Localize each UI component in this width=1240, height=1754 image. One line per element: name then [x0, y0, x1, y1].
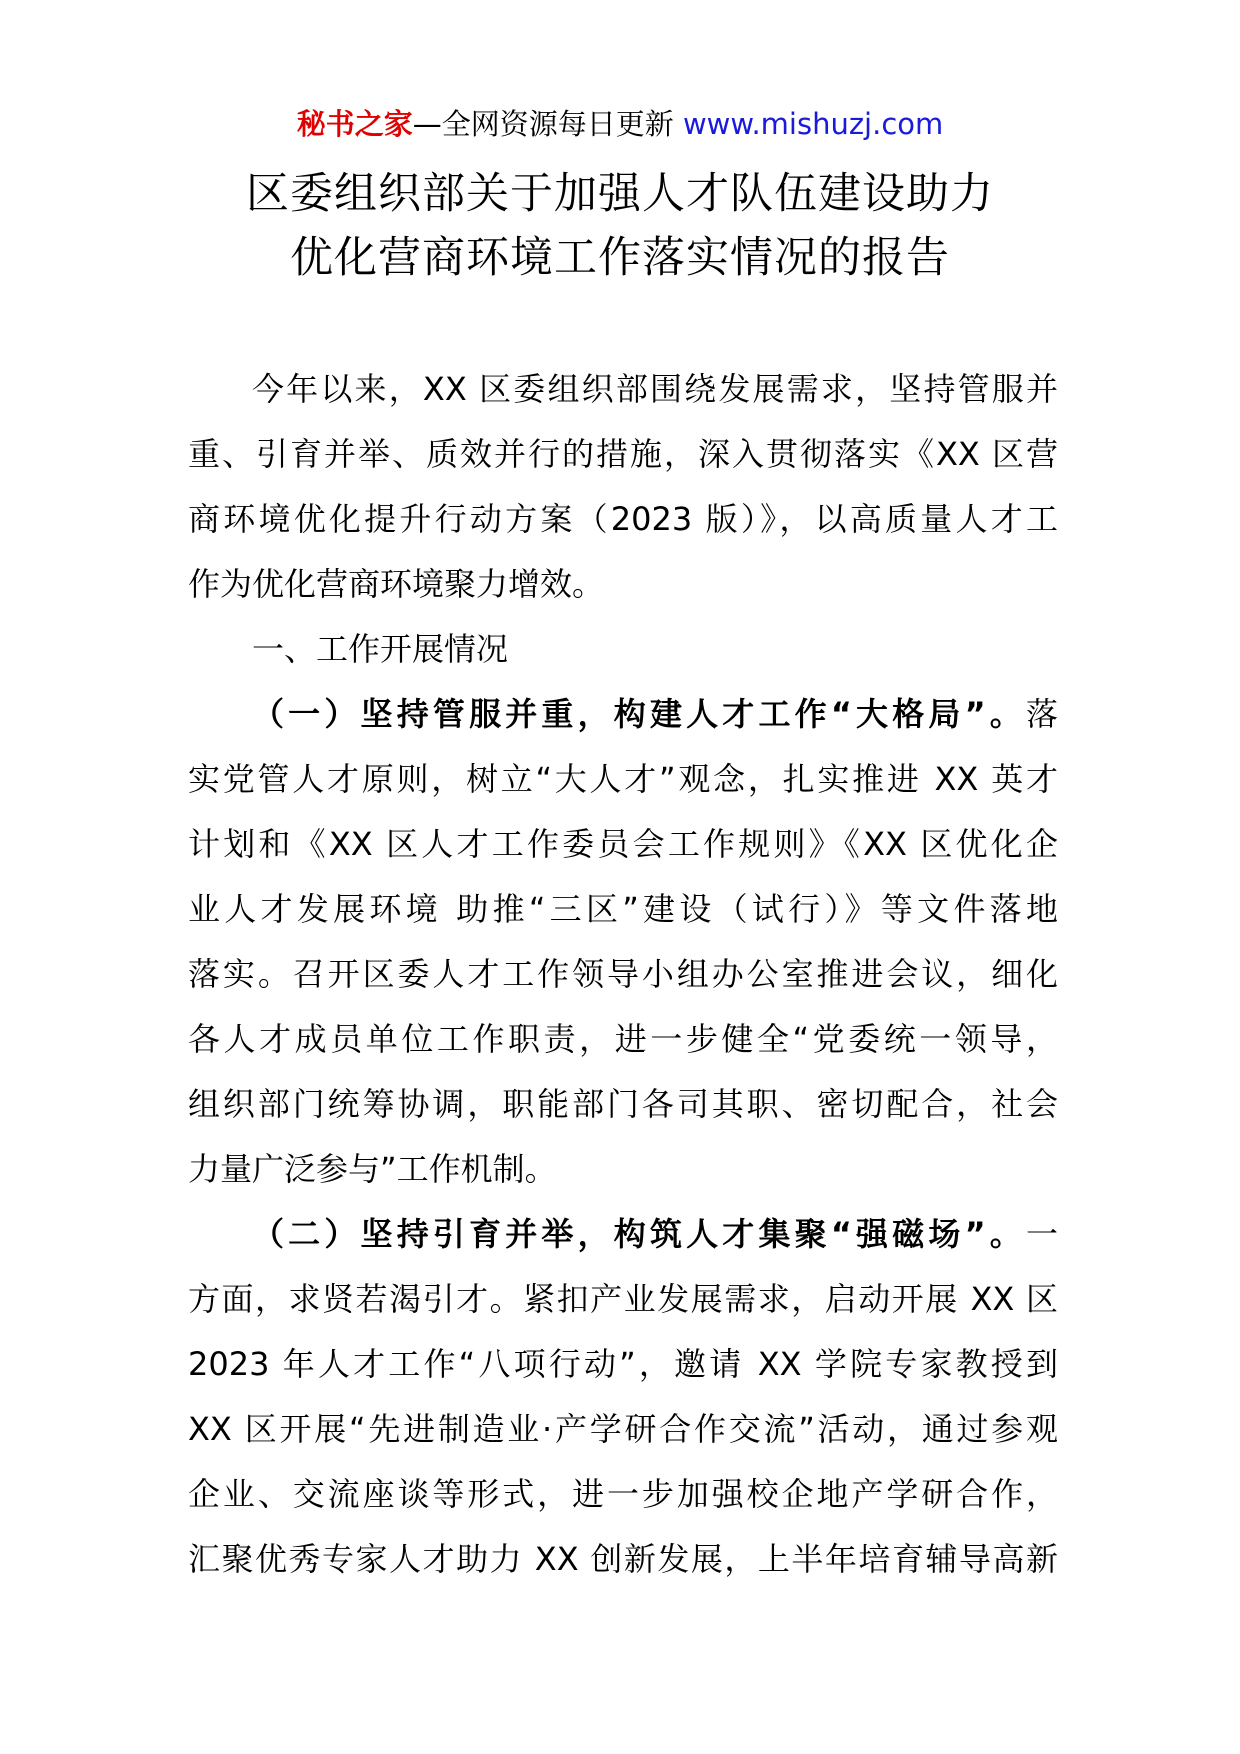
- paragraph-line: 作为优化营商环境聚力增效。: [188, 565, 605, 603]
- paragraph-line: 2023 年人才工作“八项行动”，邀请 XX 学院专家教授到: [188, 1345, 1058, 1383]
- document-title-line-1: 区委组织部关于加强人才队伍建设助力: [246, 169, 994, 219]
- section-heading: 一、工作开展情况: [252, 630, 509, 668]
- paragraph-line: 商环境优化提升行动方案（2023 版）》，以高质量人才工: [188, 500, 1058, 538]
- site-slogan: —全网资源每日更新: [412, 107, 674, 141]
- site-url-link[interactable]: www.mishuzj.com: [682, 107, 944, 141]
- paragraph-line: 落实。召开区委人才工作领导小组办公室推进会议，细化: [188, 955, 1058, 993]
- subsection-line: [188, 682, 1058, 747]
- subsection-heading: （一）坚持管服并重，构建人才工作“大格局”。: [252, 695, 1026, 733]
- document-body: [188, 357, 1058, 1592]
- paragraph-line: 方面，求贤若渴引才。紧扣产业发展需求，启动开展 XX 区: [188, 1280, 1058, 1318]
- paragraph-line: 今年以来，XX 区委组织部围绕发展需求，坚持管服并: [252, 370, 1058, 408]
- subsection-line: [188, 1202, 1058, 1267]
- document-title-line-2: 优化营商环境工作落实情况的报告: [290, 233, 950, 283]
- paragraph-text: 一: [1025, 1215, 1058, 1253]
- paragraph-line: 业人才发展环境 助推“三区”建设（试行）》等文件落地: [188, 890, 1058, 928]
- paragraph-line: 实党管人才原则，树立“大人才”观念，扎实推进 XX 英才: [188, 760, 1058, 798]
- paragraph-line: 企业、交流座谈等形式，进一步加强校企地产学研合作，: [188, 1475, 1058, 1513]
- subsection-heading: （二）坚持引育并举，构筑人才集聚“强磁场”。: [252, 1215, 1026, 1253]
- paragraph-text: 落: [1025, 695, 1058, 733]
- site-header: [0, 104, 1240, 144]
- paragraph-line: 汇聚优秀专家人才助力 XX 创新发展，上半年培育辅导高新: [188, 1540, 1058, 1578]
- paragraph-line: 计划和《XX 区人才工作委员会工作规则》《XX 区优化企: [188, 825, 1058, 863]
- paragraph-line: 重、引育并举、质效并行的措施，深入贯彻落实《XX 区营: [188, 435, 1058, 473]
- paragraph-line: 组织部门统筹协调，职能部门各司其职、密切配合，社会: [188, 1085, 1058, 1123]
- paragraph-line: 力量广泛参与”工作机制。: [188, 1150, 557, 1188]
- paragraph-line: XX 区开展“先进制造业·产学研合作交流”活动，通过参观: [188, 1410, 1058, 1448]
- paragraph-line: 各人才成员单位工作职责，进一步健全“党委统一领导，: [188, 1020, 1058, 1058]
- site-brand: 秘书之家: [296, 107, 413, 141]
